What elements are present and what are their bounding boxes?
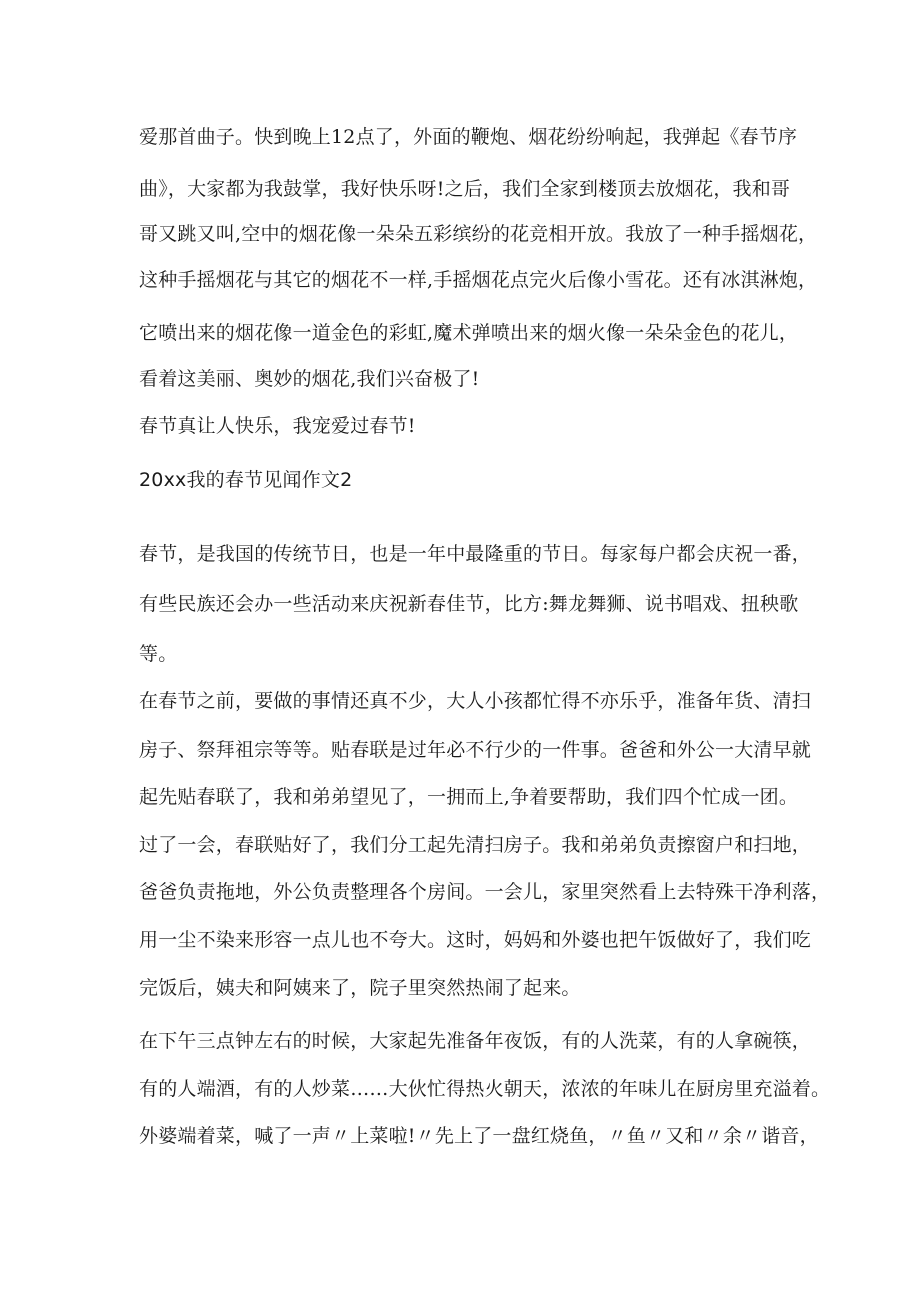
text-line: 用一尘不染来形容一点儿也不夸大。这时，妈妈和外婆也把午饭做好了，我们吃 (139, 929, 812, 951)
text-line: 爸爸负责拖地，外公负责整理各个房间。一会儿，家里突然看上去特殊干净利落， (139, 881, 831, 903)
text-line: 哥又跳又叫,空中的烟花像一朵朵五彩缤纷的花竞相开放。我放了一种手摇烟花， (139, 223, 818, 245)
closing-line: 春节真让人快乐，我宠爱过春节! (139, 415, 416, 437)
text-line: 外婆端着菜，喊了一声〃上菜啦!〃先上了一盘红烧鱼，〃鱼〃又和〃余〃谐音， (139, 1125, 819, 1147)
text-line: 在春节之前，要做的事情还真不少，大人小孩都忙得不亦乐乎，准备年货、清扫 (139, 690, 812, 712)
text-line: 爱那首曲子。快到晚上12点了，外面的鞭炮、烟花纷纷响起，我弹起《春节序 (139, 126, 798, 148)
text-line: 等。 (139, 643, 178, 665)
text-line: 有的人端酒，有的人炒菜……大伙忙得热火朝天，浓浓的年味儿在厨房里充溢着。 (139, 1078, 831, 1100)
text-line: 有些民族还会办一些活动来庆祝新春佳节，比方:舞龙舞狮、说书唱戏、扭秧歌 (139, 593, 799, 615)
article-title: 20xx我的春节见闻作文2 (139, 469, 353, 491)
text-line: 它喷出来的烟花像一道金色的彩虹,魔术弹喷出来的烟火像一朵朵金色的花儿， (139, 322, 799, 344)
text-line: 房子、祭拜祖宗等等。贴春联是过年必不行少的一件事。爸爸和外公一大清早就 (139, 739, 812, 761)
text-line: 春节，是我国的传统节日，也是一年中最隆重的节日。每家每户都会庆祝一番， (139, 543, 812, 565)
text-line: 曲》，大家都为我鼓掌，我好快乐呀!之后，我们全家到楼顶去放烟花，我和哥 (139, 178, 791, 200)
text-line: 完饭后，姨夫和阿姨来了，院子里突然热闹了起来。 (139, 977, 581, 999)
text-line: 过了一会，春联贴好了，我们分工起先清扫房子。我和弟弟负责擦窗户和扫地， (139, 834, 812, 856)
text-line: 起先贴春联了，我和弟弟望见了，一拥而上,争着要帮助，我们四个忙成一团。 (139, 786, 799, 808)
text-line: 看着这美丽、奥妙的烟花,我们兴奋极了! (139, 368, 480, 390)
text-line: 在下午三点钟左右的时候，大家起先准备年夜饭，有的人洗菜，有的人拿碗筷， (139, 1030, 812, 1052)
text-line: 这种手摇烟花与其它的烟花不一样,手摇烟花点完火后像小雪花。还有冰淇淋炮， (139, 269, 818, 291)
